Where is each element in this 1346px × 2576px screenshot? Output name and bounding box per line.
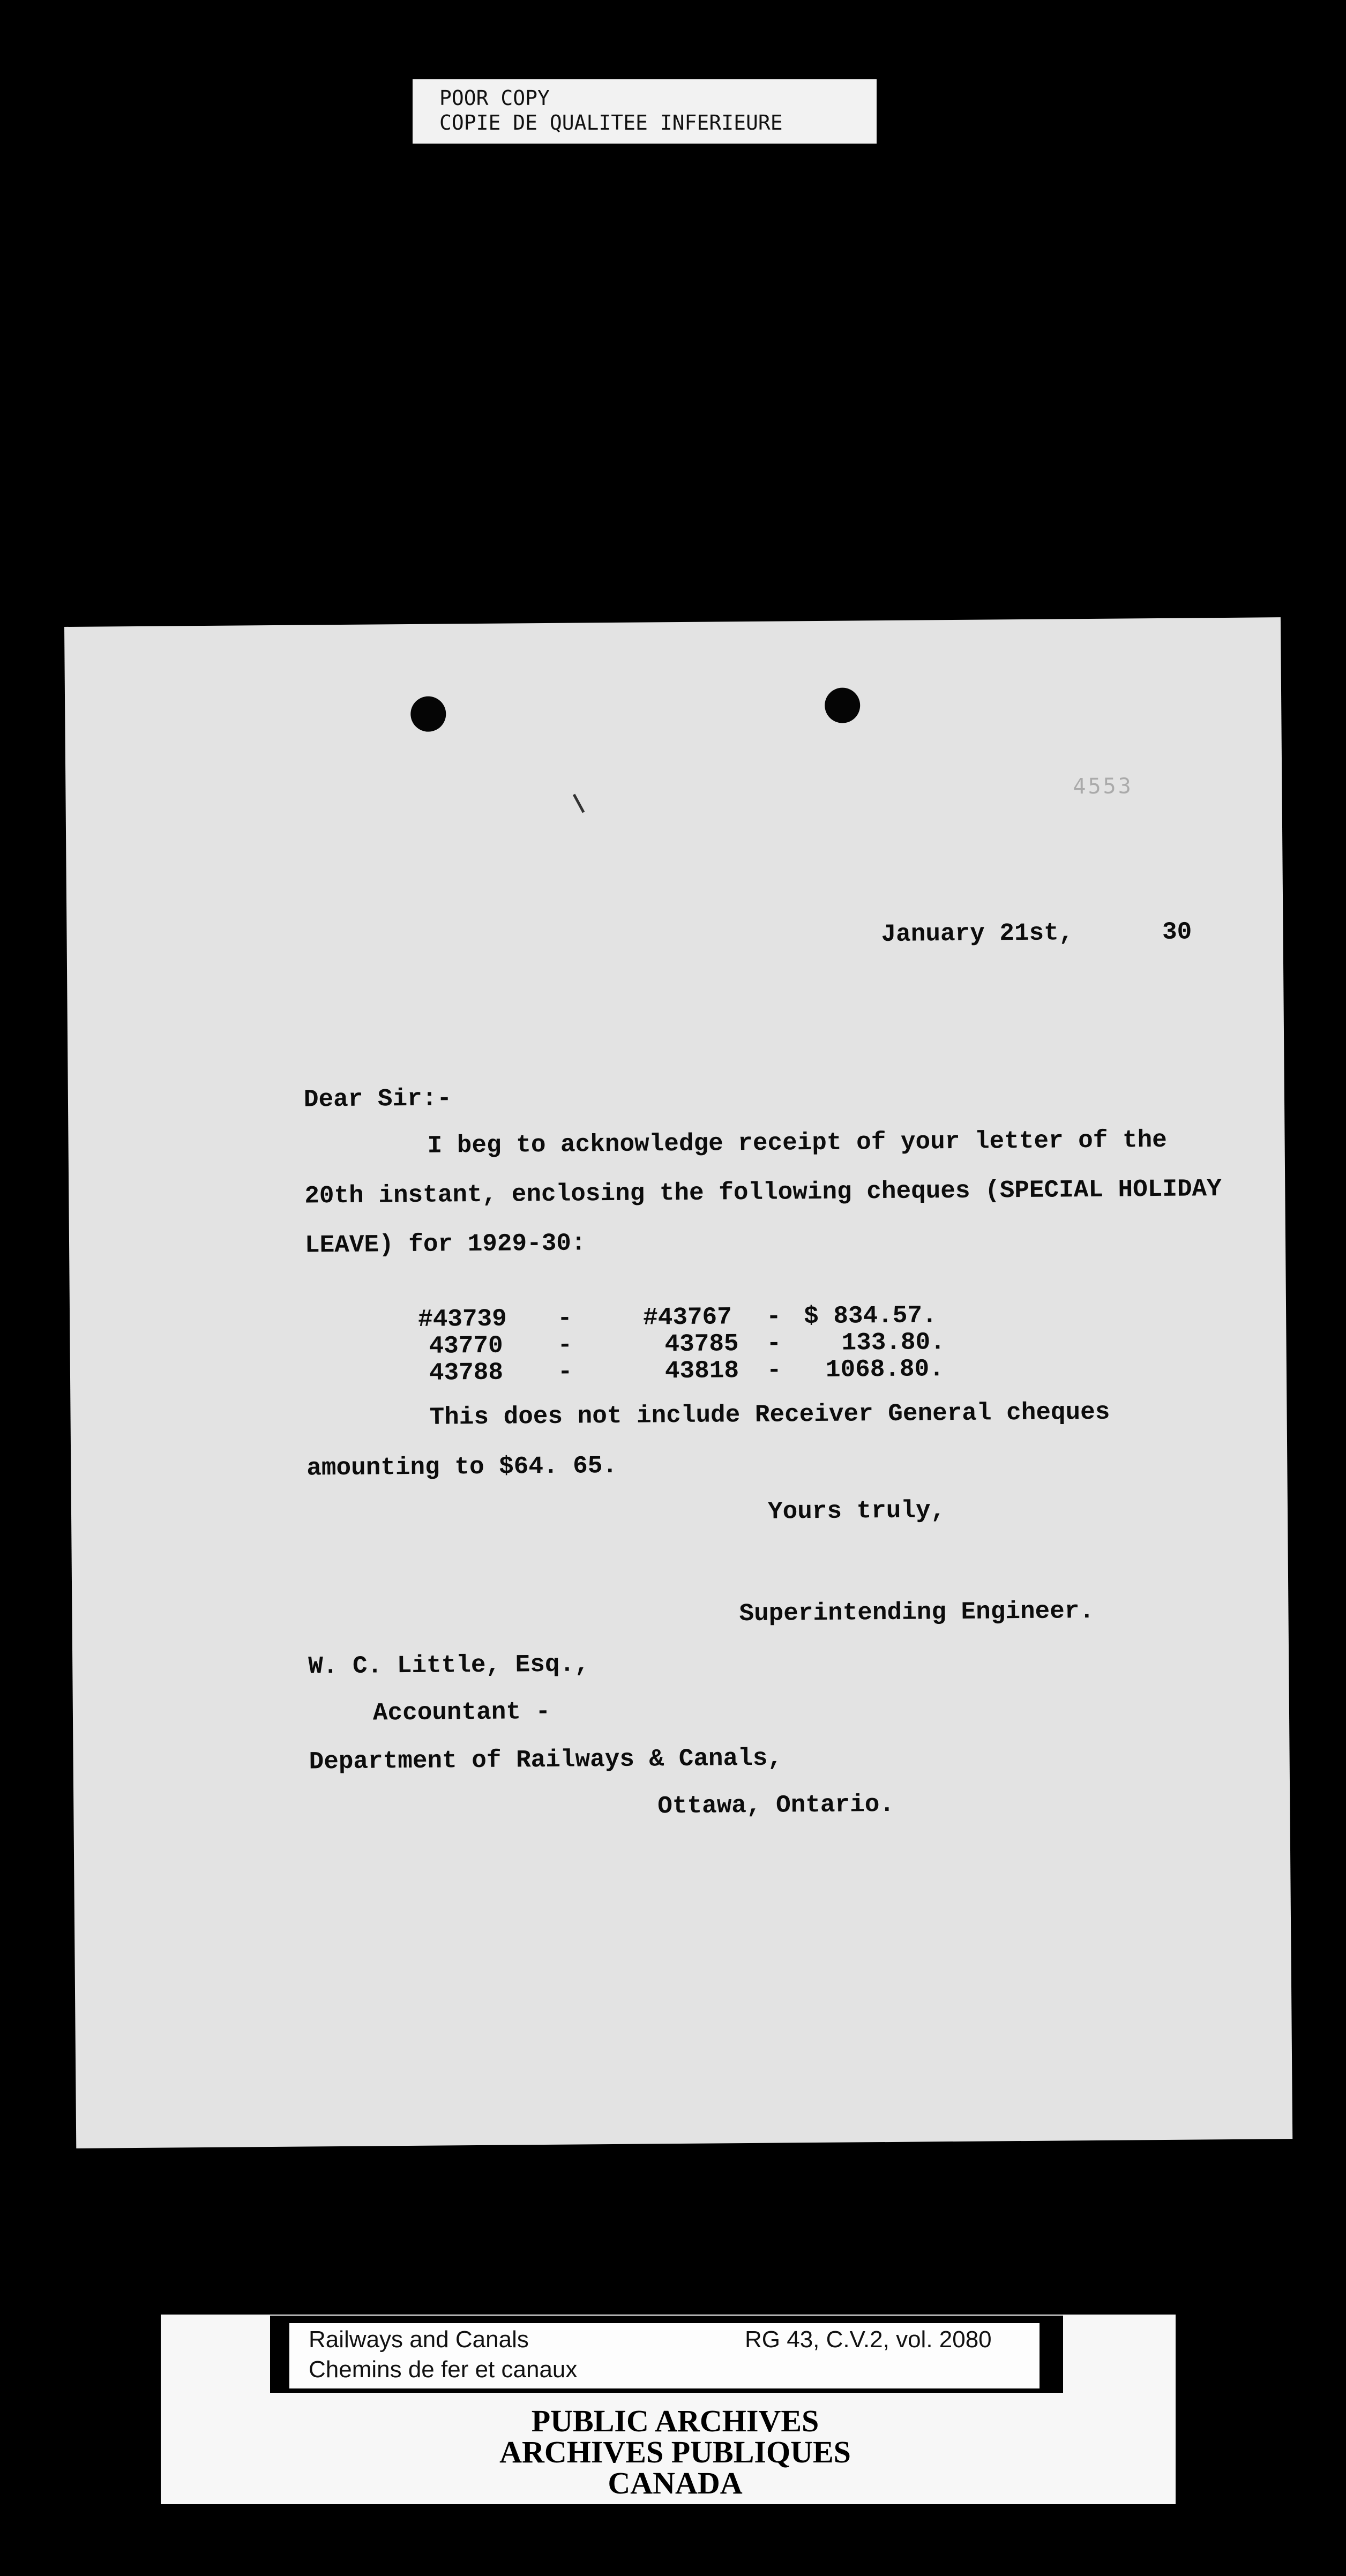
cheque-from: 43788	[429, 1358, 504, 1387]
cheque-to: #43767	[642, 1303, 732, 1332]
cheque-dash: -	[557, 1304, 572, 1332]
archives-title-country: CANADA	[608, 2466, 743, 2500]
cheque-from: #43739	[417, 1305, 507, 1334]
series-name-fr: Chemins de fer et canaux	[309, 2356, 578, 2383]
addressee-title: Accountant -	[372, 1697, 551, 1727]
archives-title-fr: ARCHIVES PUBLIQUES	[499, 2435, 851, 2469]
cheque-amount: 133.80.	[841, 1328, 945, 1357]
body-line-3: LEAVE) for 1929-30:	[304, 1229, 586, 1260]
note-line-2: amounting to $64. 65.	[306, 1451, 618, 1482]
date-line: January 21st, 30	[881, 918, 1192, 949]
punch-hole-right	[825, 687, 861, 723]
cheque-amount: 1068.80.	[825, 1355, 944, 1384]
cheque-dash: -	[557, 1358, 573, 1386]
note-line-1: This does not include Receiver General cheques	[429, 1398, 1110, 1432]
cheque-dash: -	[766, 1356, 782, 1384]
cheque-dash: -	[557, 1331, 573, 1359]
addressee-department: Department of Railways & Canals,	[309, 1744, 783, 1776]
cheque-amount: $ 834.57.	[803, 1301, 937, 1331]
archives-title	[289, 2403, 1061, 2500]
ink-mark	[573, 794, 585, 813]
poor-copy-notice	[413, 79, 877, 144]
archives-reference-label	[289, 2323, 1040, 2388]
cheque-to: 43785	[664, 1330, 739, 1359]
poor-copy-line-en: POOR COPY	[439, 86, 550, 110]
cheque-dash: -	[766, 1329, 782, 1358]
record-group-reference: RG 43, C.V.2, vol. 2080	[745, 2326, 992, 2353]
pencil-file-number: 4553	[1073, 774, 1133, 799]
punch-hole-left	[410, 696, 446, 732]
signature-title: Superintending Engineer.	[739, 1597, 1095, 1628]
cheque-from: 43770	[429, 1331, 503, 1360]
archives-title-en: PUBLIC ARCHIVES	[531, 2403, 819, 2438]
letter-page	[64, 617, 1292, 2148]
cheque-to: 43818	[664, 1357, 739, 1386]
cheque-dash: -	[766, 1302, 781, 1331]
body-line-2: 20th instant, enclosing the following cheques (SPECIAL HOLIDAY	[304, 1175, 1222, 1210]
closing: Yours truly,	[767, 1496, 946, 1526]
salutation: Dear Sir:-	[303, 1084, 452, 1114]
poor-copy-line-fr: COPIE DE QUALITEE INFERIEURE	[439, 111, 783, 134]
addressee-city: Ottawa, Ontario.	[657, 1790, 895, 1821]
body-line-1: I beg to acknowledge receipt of your letter of the	[427, 1126, 1168, 1160]
addressee-name: W. C. Little, Esq.,	[308, 1650, 589, 1681]
series-name-en: Railways and Canals	[309, 2326, 529, 2353]
